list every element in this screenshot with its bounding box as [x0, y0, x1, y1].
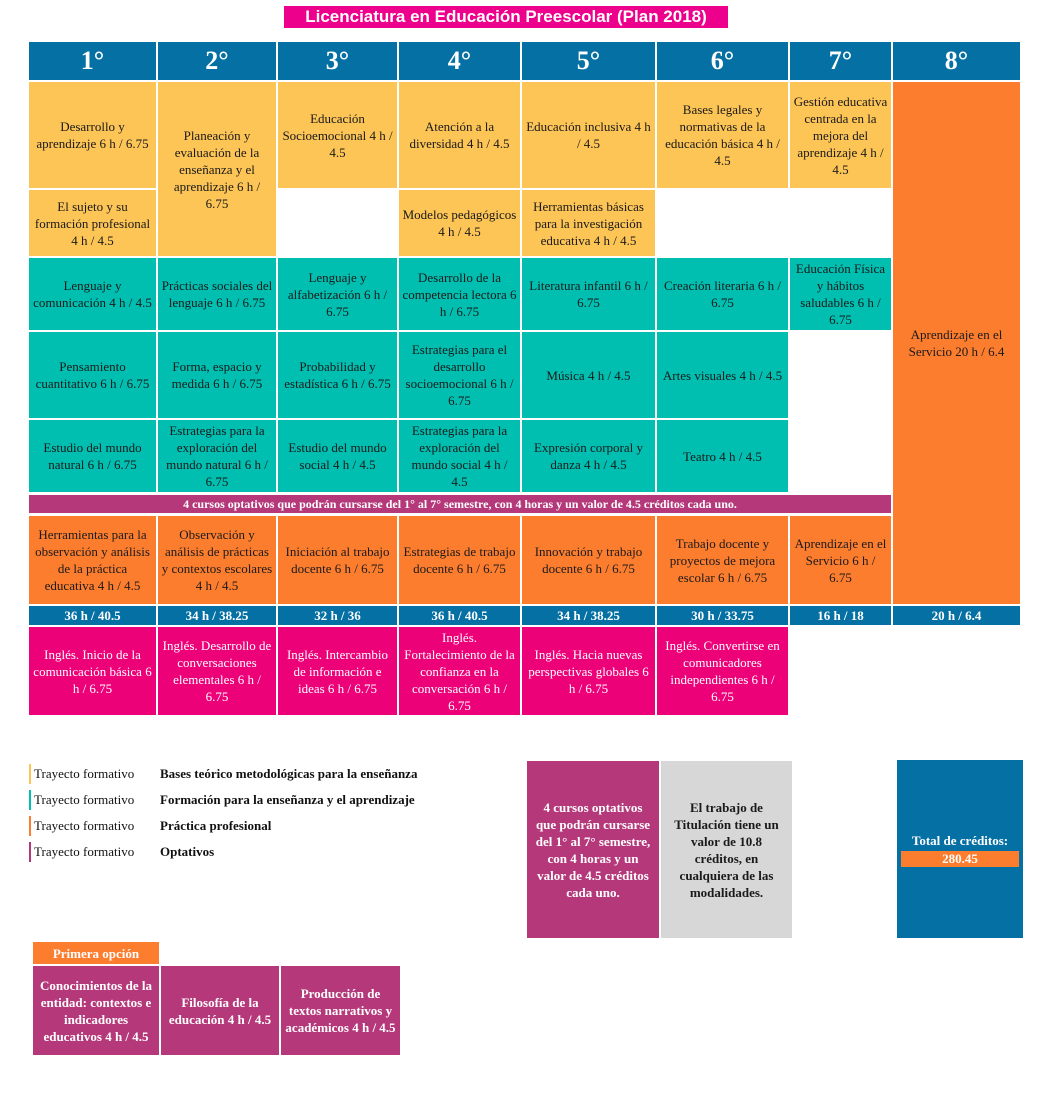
- course-cell: Inglés. Hacia nuevas perspectivas globales 6 h / 6.75: [522, 627, 655, 715]
- semester-total: 16 h / 18: [790, 606, 891, 625]
- legend-value: Formación para la enseñanza y el aprendizaje: [160, 792, 415, 807]
- semester-header-3: 3°: [278, 42, 397, 80]
- optativos-banner: 4 cursos optativos que podrán cursarse del 1° al 7° semestre, con 4 horas y un valor de 4.5 créditos cada uno.: [29, 495, 891, 513]
- semester-header-7: 7°: [790, 42, 891, 80]
- semester-total: 20 h / 6.4: [893, 606, 1020, 625]
- legend-label: Trayecto formativo: [34, 766, 135, 781]
- course-cell-servicio: Aprendizaje en el Servicio 20 h / 6.4: [893, 82, 1020, 604]
- course-cell: Estrategias para la exploración del mundo social 4 h / 4.5: [399, 420, 520, 492]
- course-cell: Educación inclusiva 4 h / 4.5: [522, 82, 655, 188]
- course-cell: Teatro 4 h / 4.5: [657, 420, 788, 492]
- semester-header-5: 5°: [522, 42, 655, 80]
- semester-total: 34 h / 38.25: [158, 606, 276, 625]
- legend-value: Optativos: [160, 844, 215, 859]
- course-cell: Estrategias para el desarrollo socioemocional 6 h / 6.75: [399, 332, 520, 418]
- legend-label: Trayecto formativo: [34, 844, 135, 859]
- course-cell: Pensamiento cuantitativo 6 h / 6.75: [29, 332, 156, 418]
- total-credits-label: Total de créditos:: [911, 833, 1009, 848]
- total-credits-value: 280.45: [901, 851, 1019, 867]
- course-cell: Inglés. Inicio de la comunicación básica 6 h / 6.75: [29, 627, 156, 715]
- course-cell: Educación Física y hábitos saludables 6 h / 6.75: [790, 258, 891, 330]
- legend-item-practica: [29, 816, 271, 836]
- semester-header-1: 1°: [29, 42, 156, 80]
- semester-total: 32 h / 36: [278, 606, 397, 625]
- course-cell: Inglés. Fortalecimiento de la confianza en la conversación 6 h / 6.75: [399, 627, 520, 715]
- legend-color-swatch: [29, 842, 31, 862]
- course-cell: Estrategias para la exploración del mundo natural 6 h / 6.75: [158, 420, 276, 492]
- total-credits-box: [897, 760, 1023, 938]
- legend-item-formacion: [29, 790, 415, 810]
- course-cell: Desarrollo y aprendizaje 6 h / 6.75: [29, 82, 156, 188]
- course-cell: Observación y análisis de prácticas y contextos escolares 4 h / 4.5: [158, 516, 276, 604]
- course-cell: Herramientas básicas para la investigación educativa 4 h / 4.5: [522, 190, 655, 256]
- course-cell: El sujeto y su formación profesional 4 h / 4.5: [29, 190, 156, 256]
- legend-color-swatch: [29, 790, 31, 810]
- legend-value: Práctica profesional: [160, 818, 272, 833]
- semester-total: 36 h / 40.5: [399, 606, 520, 625]
- course-cell: Iniciación al trabajo docente 6 h / 6.75: [278, 516, 397, 604]
- legend-item-bases: [29, 764, 417, 784]
- legend-color-swatch: [29, 764, 31, 784]
- course-cell: Planeación y evaluación de la enseñanza y el aprendizaje 6 h / 6.75: [158, 82, 276, 256]
- optional-course-cell: Producción de textos narrativos y académicos 4 h / 4.5: [281, 966, 400, 1055]
- course-cell: Forma, espacio y medida 6 h / 6.75: [158, 332, 276, 418]
- semester-total: 34 h / 38.25: [522, 606, 655, 625]
- course-cell: Trabajo docente y proyectos de mejora escolar 6 h / 6.75: [657, 516, 788, 604]
- semester-header-4: 4°: [399, 42, 520, 80]
- course-cell: Desarrollo de la competencia lectora 6 h / 6.75: [399, 258, 520, 330]
- legend-label: Trayecto formativo: [34, 818, 135, 833]
- semester-header-8: 8°: [893, 42, 1020, 80]
- semester-total: 36 h / 40.5: [29, 606, 156, 625]
- optativos-info-box: 4 cursos optativos que podrán cursarse del 1° al 7° semestre, con 4 horas y un valor de 4.5 créditos cada uno.: [527, 761, 659, 938]
- course-cell: Innovación y trabajo docente 6 h / 6.75: [522, 516, 655, 604]
- course-cell: Lenguaje y alfabetización 6 h / 6.75: [278, 258, 397, 330]
- legend-item-optativos: [29, 842, 214, 862]
- course-cell: Bases legales y normativas de la educación básica 4 h / 4.5: [657, 82, 788, 188]
- optional-course-cell: Conocimientos de la entidad: contextos e indicadores educativos 4 h / 4.5: [33, 966, 159, 1055]
- course-cell: Atención a la diversidad 4 h / 4.5: [399, 82, 520, 188]
- course-cell: Educación Socioemocional 4 h / 4.5: [278, 82, 397, 188]
- titulacion-info-box: El trabajo de Titulación tiene un valor de 10.8 créditos, en cualquiera de las modalidades.: [661, 761, 792, 938]
- course-cell: Estudio del mundo social 4 h / 4.5: [278, 420, 397, 492]
- course-cell: Herramientas para la observación y análisis de la práctica educativa 4 h / 4.5: [29, 516, 156, 604]
- course-cell: Estrategias de trabajo docente 6 h / 6.75: [399, 516, 520, 604]
- legend-label: Trayecto formativo: [34, 792, 135, 807]
- course-cell: Lenguaje y comunicación 4 h / 4.5: [29, 258, 156, 330]
- semester-header-2: 2°: [158, 42, 276, 80]
- primera-opcion-label: Primera opción: [33, 942, 159, 964]
- course-cell: Modelos pedagógicos 4 h / 4.5: [399, 190, 520, 256]
- course-cell: Aprendizaje en el Servicio 6 h / 6.75: [790, 516, 891, 604]
- legend-value: Bases teórico metodológicas para la enseñanza: [160, 766, 418, 781]
- course-cell: Probabilidad y estadística 6 h / 6.75: [278, 332, 397, 418]
- course-cell: Creación literaria 6 h / 6.75: [657, 258, 788, 330]
- course-cell: Inglés. Intercambio de información e ideas 6 h / 6.75: [278, 627, 397, 715]
- course-cell: Inglés. Convertirse en comunicadores independientes 6 h / 6.75: [657, 627, 788, 715]
- legend-color-swatch: [29, 816, 31, 836]
- course-cell: Estudio del mundo natural 6 h / 6.75: [29, 420, 156, 492]
- course-cell: Expresión corporal y danza 4 h / 4.5: [522, 420, 655, 492]
- semester-total: 30 h / 33.75: [657, 606, 788, 625]
- optional-course-cell: Filosofía de la educación 4 h / 4.5: [161, 966, 279, 1055]
- semester-header-6: 6°: [657, 42, 788, 80]
- course-cell: Gestión educativa centrada en la mejora del aprendizaje 4 h / 4.5: [790, 82, 891, 188]
- course-cell: Literatura infantil 6 h / 6.75: [522, 258, 655, 330]
- course-cell: Inglés. Desarrollo de conversaciones elementales 6 h / 6.75: [158, 627, 276, 715]
- course-cell: Música 4 h / 4.5: [522, 332, 655, 418]
- course-cell: Prácticas sociales del lenguaje 6 h / 6.75: [158, 258, 276, 330]
- page-title: Licenciatura en Educación Preescolar (Plan 2018): [284, 6, 728, 28]
- course-cell: Artes visuales 4 h / 4.5: [657, 332, 788, 418]
